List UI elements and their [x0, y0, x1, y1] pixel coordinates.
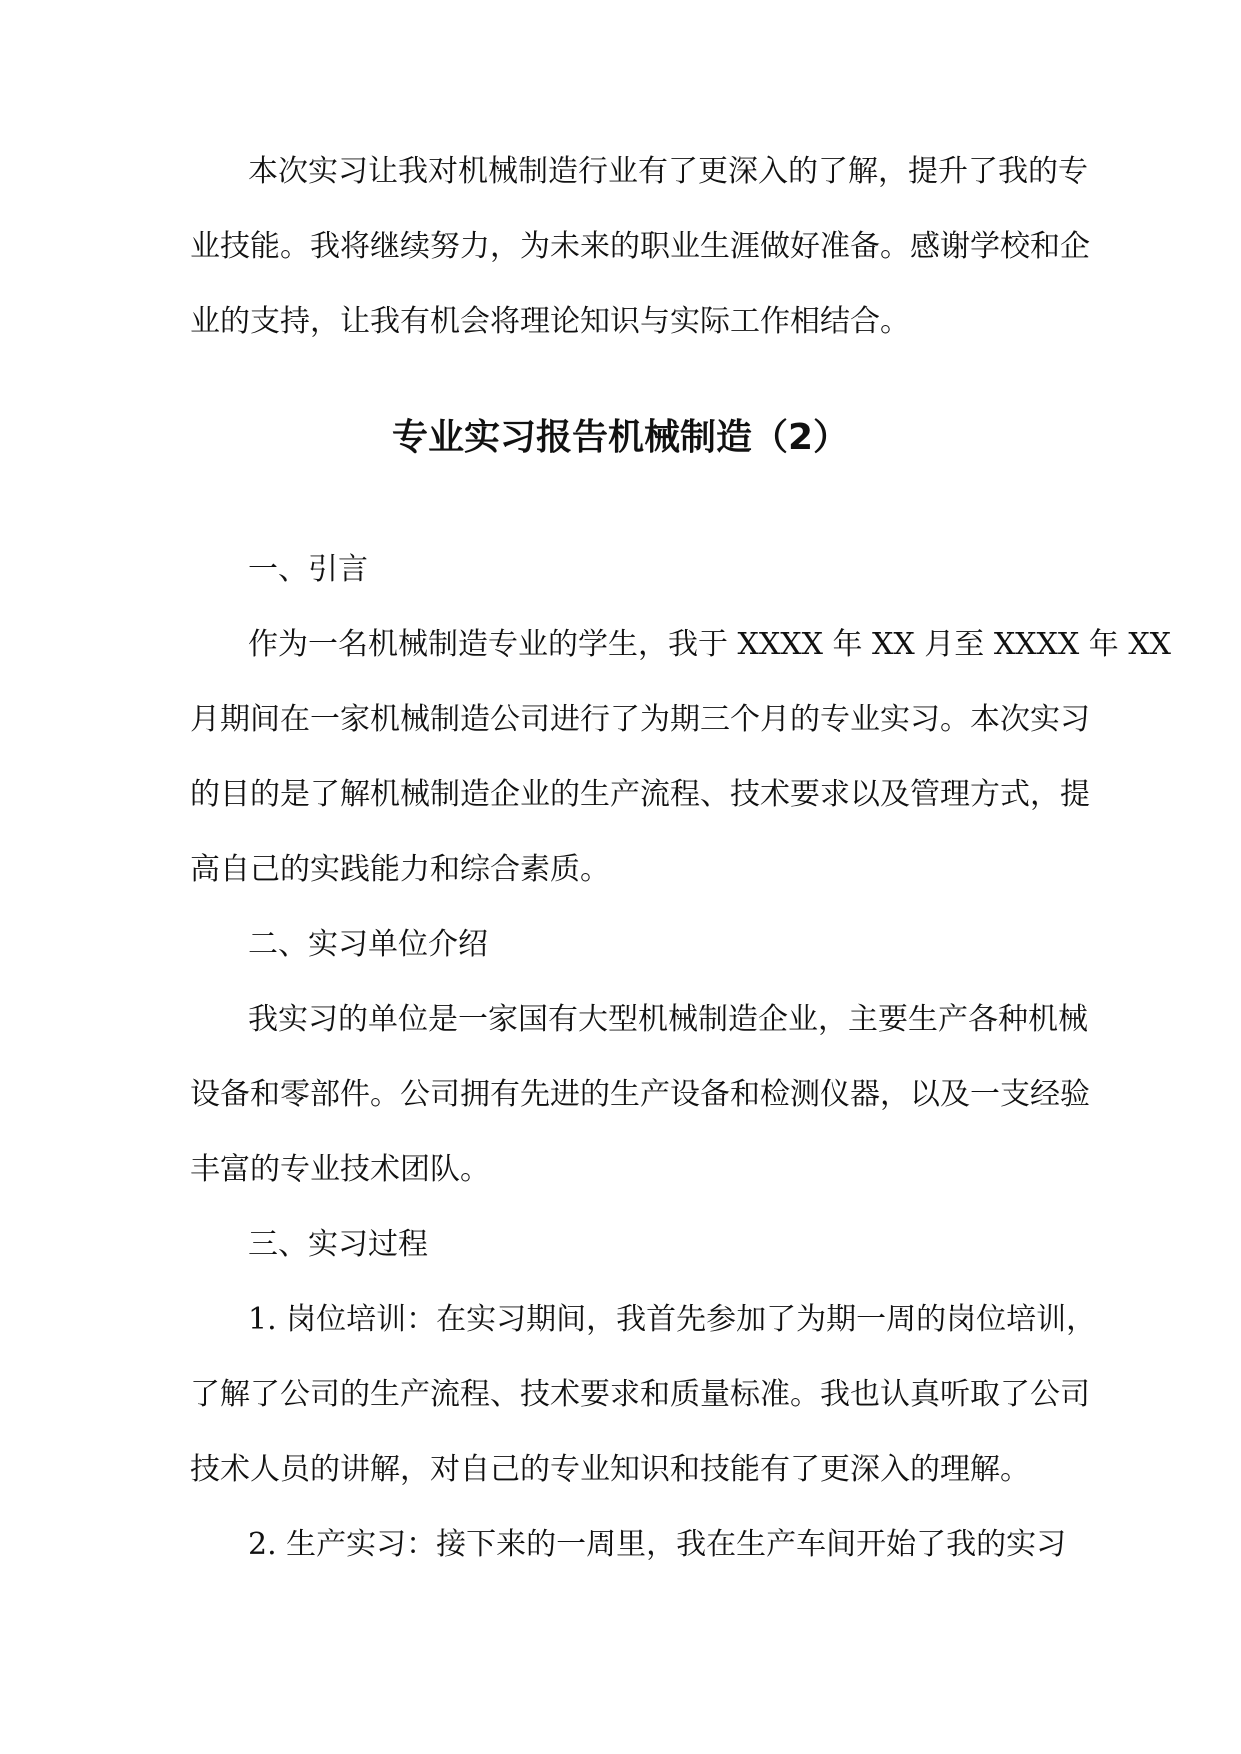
paragraph-line: 月期间在一家机械制造公司进行了为期三个月的专业实习。本次实习 — [190, 702, 1090, 737]
list-item-line: 2. 生产实习：接下来的一周里，我在生产车间开始了我的实习 — [248, 1527, 1067, 1562]
section-heading-company: 二、实习单位介绍 — [248, 927, 488, 962]
document-title: 专业实习报告机械制造（2） — [391, 417, 850, 458]
paragraph-line: 设备和零部件。公司拥有先进的生产设备和检测仪器，以及一支经验 — [190, 1077, 1090, 1112]
paragraph-line: 高自己的实践能力和综合素质。 — [190, 852, 610, 887]
list-item-line: 了解了公司的生产流程、技术要求和质量标准。我也认真听取了公司 — [190, 1377, 1090, 1412]
paragraph-line: 我实习的单位是一家国有大型机械制造企业，主要生产各种机械 — [248, 1002, 1088, 1037]
paragraph-line: 业的支持，让我有机会将理论知识与实际工作相结合。 — [190, 304, 910, 339]
paragraph-line: 丰富的专业技术团队。 — [190, 1152, 490, 1187]
paragraph-line: 作为一名机械制造专业的学生，我于 XXXX 年 XX 月至 XXXX 年 XX — [248, 627, 1172, 662]
list-item-line: 技术人员的讲解，对自己的专业知识和技能有了更深入的理解。 — [190, 1452, 1030, 1487]
section-heading-intro: 一、引言 — [248, 552, 368, 587]
paragraph-line: 本次实习让我对机械制造行业有了更深入的了解，提升了我的专 — [248, 154, 1088, 189]
list-item-line: 1. 岗位培训：在实习期间，我首先参加了为期一周的岗位培训， — [248, 1302, 1097, 1337]
paragraph-line: 的目的是了解机械制造企业的生产流程、技术要求以及管理方式，提 — [190, 777, 1090, 812]
section-heading-process: 三、实习过程 — [248, 1227, 428, 1262]
paragraph-line: 业技能。我将继续努力，为未来的职业生涯做好准备。感谢学校和企 — [190, 229, 1090, 264]
